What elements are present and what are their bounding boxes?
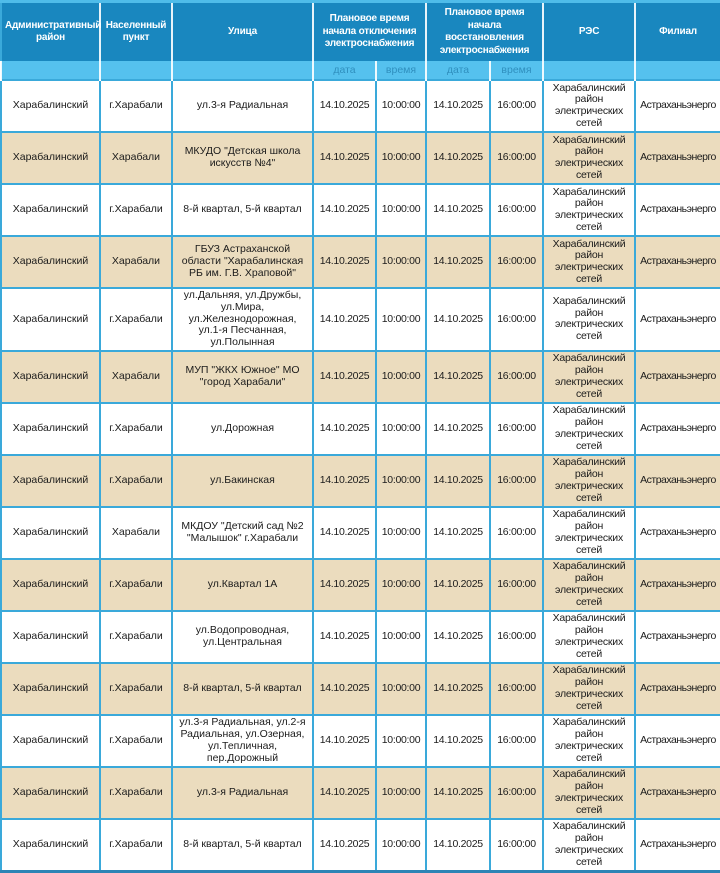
- table-row: [1, 767, 720, 819]
- cell-restore-date: 14.10.2025: [426, 715, 490, 767]
- cell-district: Харабалинский: [1, 236, 100, 288]
- table-row: [1, 559, 720, 611]
- cell-restore-date: 14.10.2025: [426, 80, 490, 132]
- cell-district: Харабалинский: [1, 132, 100, 184]
- cell-outage-date: 14.10.2025: [313, 351, 376, 403]
- cell-branch: Астраханьэнерго: [635, 184, 720, 236]
- cell-settlement: Харабали: [100, 351, 172, 403]
- cell-branch: Астраханьэнерго: [635, 715, 720, 767]
- subheader-spacer: [543, 61, 635, 80]
- table-row: [1, 80, 720, 132]
- cell-res: Харабалинский район электрических сетей: [543, 236, 635, 288]
- cell-res: Харабалинский район электрических сетей: [543, 507, 635, 559]
- table-row: [1, 184, 720, 236]
- cell-restore-time: 16:00:00: [490, 184, 543, 236]
- cell-outage-date: 14.10.2025: [313, 767, 376, 819]
- cell-outage-date: 14.10.2025: [313, 715, 376, 767]
- table-row: [1, 455, 720, 507]
- cell-restore-time: 16:00:00: [490, 611, 543, 663]
- cell-district: Харабалинский: [1, 663, 100, 715]
- cell-street: ул.3-я Радиальная, ул.2-я Радиальная, ул.Озерная, ул.Тепличная, пер.Дорожный: [172, 715, 313, 767]
- cell-settlement: г.Харабали: [100, 767, 172, 819]
- cell-restore-date: 14.10.2025: [426, 559, 490, 611]
- cell-street: ул.Дальняя, ул.Дружбы, ул.Мира, ул.Железнодорожная, ул.1-я Песчанная, ул.Полынная: [172, 288, 313, 351]
- cell-outage-date: 14.10.2025: [313, 403, 376, 455]
- cell-res: Харабалинский район электрических сетей: [543, 184, 635, 236]
- cell-settlement: г.Харабали: [100, 455, 172, 507]
- cell-restore-date: 14.10.2025: [426, 351, 490, 403]
- cell-outage-date: 14.10.2025: [313, 288, 376, 351]
- col-header-settlement: Населенный пункт: [100, 2, 172, 62]
- cell-restore-date: 14.10.2025: [426, 611, 490, 663]
- cell-branch: Астраханьэнерго: [635, 455, 720, 507]
- cell-district: Харабалинский: [1, 288, 100, 351]
- cell-restore-date: 14.10.2025: [426, 184, 490, 236]
- cell-settlement: г.Харабали: [100, 184, 172, 236]
- cell-restore-time: 16:00:00: [490, 715, 543, 767]
- cell-district: Харабалинский: [1, 819, 100, 872]
- cell-street: ул.Квартал 1А: [172, 559, 313, 611]
- table-row: [1, 611, 720, 663]
- table-row: [1, 351, 720, 403]
- cell-branch: Астраханьэнерго: [635, 80, 720, 132]
- cell-outage-date: 14.10.2025: [313, 455, 376, 507]
- cell-outage-date: 14.10.2025: [313, 132, 376, 184]
- cell-outage-time: 10:00:00: [376, 403, 426, 455]
- cell-outage-time: 10:00:00: [376, 236, 426, 288]
- cell-district: Харабалинский: [1, 559, 100, 611]
- cell-outage-date: 14.10.2025: [313, 80, 376, 132]
- cell-branch: Астраханьэнерго: [635, 403, 720, 455]
- cell-street: ул.3-я Радиальная: [172, 767, 313, 819]
- cell-street: 8-й квартал, 5-й квартал: [172, 819, 313, 872]
- cell-outage-time: 10:00:00: [376, 288, 426, 351]
- cell-street: 8-й квартал, 5-й квартал: [172, 184, 313, 236]
- cell-district: Харабалинский: [1, 715, 100, 767]
- cell-res: Харабалинский район электрических сетей: [543, 767, 635, 819]
- cell-outage-time: 10:00:00: [376, 80, 426, 132]
- table-row: [1, 663, 720, 715]
- header-row-sub: [1, 61, 720, 80]
- cell-outage-date: 14.10.2025: [313, 663, 376, 715]
- col-header-admin-district: Административный район: [1, 2, 100, 62]
- col-header-street: Улица: [172, 2, 313, 62]
- cell-res: Харабалинский район электрических сетей: [543, 559, 635, 611]
- cell-restore-time: 16:00:00: [490, 288, 543, 351]
- cell-restore-time: 16:00:00: [490, 767, 543, 819]
- subheader-outage-date: дата: [313, 61, 376, 80]
- table-row: [1, 288, 720, 351]
- cell-restore-date: 14.10.2025: [426, 663, 490, 715]
- cell-branch: Астраханьэнерго: [635, 819, 720, 872]
- cell-outage-time: 10:00:00: [376, 611, 426, 663]
- cell-res: Харабалинский район электрических сетей: [543, 351, 635, 403]
- subheader-restore-date: дата: [426, 61, 490, 80]
- subheader-outage-time: время: [376, 61, 426, 80]
- cell-outage-date: 14.10.2025: [313, 184, 376, 236]
- subheader-spacer: [1, 61, 100, 80]
- col-header-restore-group: Плановое время начала восстановления электроснабжения: [426, 2, 543, 62]
- cell-res: Харабалинский район электрических сетей: [543, 455, 635, 507]
- cell-settlement: г.Харабали: [100, 611, 172, 663]
- cell-restore-time: 16:00:00: [490, 351, 543, 403]
- cell-settlement: Харабали: [100, 132, 172, 184]
- cell-outage-time: 10:00:00: [376, 767, 426, 819]
- cell-settlement: г.Харабали: [100, 288, 172, 351]
- cell-outage-time: 10:00:00: [376, 184, 426, 236]
- table-row: [1, 507, 720, 559]
- cell-restore-time: 16:00:00: [490, 559, 543, 611]
- cell-restore-date: 14.10.2025: [426, 288, 490, 351]
- cell-settlement: г.Харабали: [100, 715, 172, 767]
- cell-restore-date: 14.10.2025: [426, 403, 490, 455]
- cell-street: МКУДО "Детская школа искусств №4": [172, 132, 313, 184]
- cell-res: Харабалинский район электрических сетей: [543, 663, 635, 715]
- cell-res: Харабалинский район электрических сетей: [543, 403, 635, 455]
- cell-outage-time: 10:00:00: [376, 559, 426, 611]
- table-body: [1, 80, 720, 871]
- cell-district: Харабалинский: [1, 80, 100, 132]
- cell-outage-time: 10:00:00: [376, 351, 426, 403]
- cell-restore-date: 14.10.2025: [426, 507, 490, 559]
- cell-restore-date: 14.10.2025: [426, 236, 490, 288]
- table-row: [1, 132, 720, 184]
- cell-district: Харабалинский: [1, 767, 100, 819]
- cell-outage-time: 10:00:00: [376, 507, 426, 559]
- subheader-spacer: [635, 61, 720, 80]
- cell-street: ул.Дорожная: [172, 403, 313, 455]
- cell-res: Харабалинский район электрических сетей: [543, 80, 635, 132]
- cell-street: ул.Бакинская: [172, 455, 313, 507]
- cell-outage-time: 10:00:00: [376, 715, 426, 767]
- table-row: [1, 403, 720, 455]
- cell-district: Харабалинский: [1, 351, 100, 403]
- cell-district: Харабалинский: [1, 611, 100, 663]
- cell-restore-time: 16:00:00: [490, 236, 543, 288]
- table-row: [1, 819, 720, 872]
- subheader-restore-time: время: [490, 61, 543, 80]
- cell-branch: Астраханьэнерго: [635, 611, 720, 663]
- cell-res: Харабалинский район электрических сетей: [543, 132, 635, 184]
- cell-street: ГБУЗ Астраханской области "Харабалинская РБ им. Г.В. Храповой": [172, 236, 313, 288]
- table-row: [1, 715, 720, 767]
- cell-restore-time: 16:00:00: [490, 663, 543, 715]
- cell-district: Харабалинский: [1, 184, 100, 236]
- cell-restore-time: 16:00:00: [490, 507, 543, 559]
- cell-settlement: г.Харабали: [100, 403, 172, 455]
- header-row-main: [1, 2, 720, 62]
- cell-branch: Астраханьэнерго: [635, 767, 720, 819]
- cell-outage-date: 14.10.2025: [313, 507, 376, 559]
- col-header-res: РЭС: [543, 2, 635, 62]
- cell-res: Харабалинский район электрических сетей: [543, 288, 635, 351]
- cell-branch: Астраханьэнерго: [635, 288, 720, 351]
- subheader-spacer: [100, 61, 172, 80]
- cell-outage-date: 14.10.2025: [313, 236, 376, 288]
- cell-outage-date: 14.10.2025: [313, 611, 376, 663]
- cell-res: Харабалинский район электрических сетей: [543, 819, 635, 872]
- cell-settlement: г.Харабали: [100, 663, 172, 715]
- cell-restore-time: 16:00:00: [490, 80, 543, 132]
- cell-district: Харабалинский: [1, 507, 100, 559]
- cell-branch: Астраханьэнерго: [635, 351, 720, 403]
- cell-district: Харабалинский: [1, 403, 100, 455]
- cell-restore-time: 16:00:00: [490, 819, 543, 872]
- cell-restore-date: 14.10.2025: [426, 132, 490, 184]
- cell-res: Харабалинский район электрических сетей: [543, 715, 635, 767]
- cell-district: Харабалинский: [1, 455, 100, 507]
- cell-settlement: Харабали: [100, 507, 172, 559]
- cell-outage-time: 10:00:00: [376, 455, 426, 507]
- cell-restore-time: 16:00:00: [490, 455, 543, 507]
- cell-street: 8-й квартал, 5-й квартал: [172, 663, 313, 715]
- cell-settlement: Харабали: [100, 236, 172, 288]
- cell-restore-time: 16:00:00: [490, 403, 543, 455]
- cell-restore-date: 14.10.2025: [426, 455, 490, 507]
- cell-res: Харабалинский район электрических сетей: [543, 611, 635, 663]
- cell-outage-date: 14.10.2025: [313, 819, 376, 872]
- cell-outage-date: 14.10.2025: [313, 559, 376, 611]
- cell-outage-time: 10:00:00: [376, 663, 426, 715]
- cell-street: МКДОУ "Детский сад №2 "Малышок" г.Харабали: [172, 507, 313, 559]
- cell-street: ул.3-я Радиальная: [172, 80, 313, 132]
- cell-branch: Астраханьэнерго: [635, 132, 720, 184]
- subheader-spacer: [172, 61, 313, 80]
- cell-restore-time: 16:00:00: [490, 132, 543, 184]
- cell-branch: Астраханьэнерго: [635, 507, 720, 559]
- table-header: [1, 2, 720, 81]
- cell-branch: Астраханьэнерго: [635, 559, 720, 611]
- cell-restore-date: 14.10.2025: [426, 819, 490, 872]
- cell-restore-date: 14.10.2025: [426, 767, 490, 819]
- cell-outage-time: 10:00:00: [376, 132, 426, 184]
- cell-street: ул.Водопроводная, ул.Центральная: [172, 611, 313, 663]
- cell-settlement: г.Харабали: [100, 559, 172, 611]
- cell-branch: Астраханьэнерго: [635, 663, 720, 715]
- cell-settlement: г.Харабали: [100, 80, 172, 132]
- cell-branch: Астраханьэнерго: [635, 236, 720, 288]
- table-row: [1, 236, 720, 288]
- col-header-branch: Филиал: [635, 2, 720, 62]
- cell-settlement: г.Харабали: [100, 819, 172, 872]
- cell-street: МУП "ЖКХ Южное" МО "город Харабали": [172, 351, 313, 403]
- cell-outage-time: 10:00:00: [376, 819, 426, 872]
- col-header-outage-group: Плановое время начала отключения электроснабжения: [313, 2, 426, 62]
